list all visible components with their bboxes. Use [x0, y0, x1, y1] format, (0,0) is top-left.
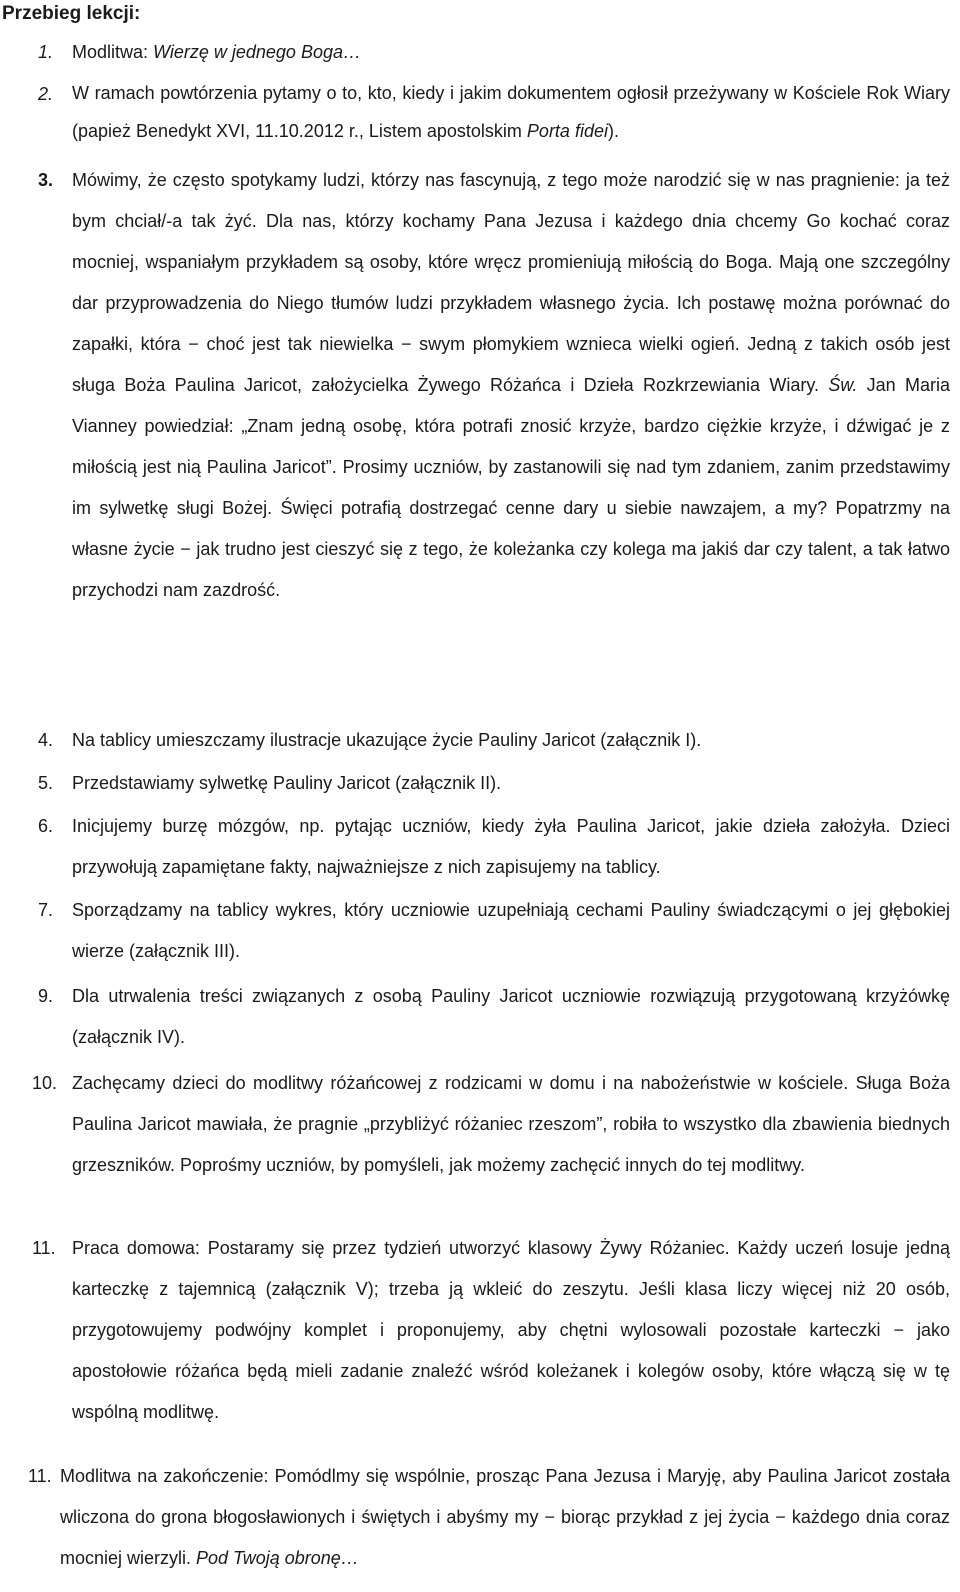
- list-item-text: Mówimy, że często spotykamy ludzi, którzy nas fascynują, z tego może narodzić się w nas pragnienie: ja też bym chciał/-a tak żyć. Dla nas, którzy kochamy Pana Jezusa i każdego dnia chcemy Go kochać coraz mocniej, wspaniałym przykładem są osoby, które wręcz promieniują miłością do Boga. Mają one szczególny dar przyprowadzenia do Niego tłumów ludzi przykładem własnego życia. Ich postawę można porównać do zapałki, która − choć jest tak niewielka − swym płomykiem wznieca wielki ogień. Jedną z takich osób jest sługa Boża Paulina Jaricot, założycielka Żywego Różańca i Dzieła Rozkrzewiania Wiary. Św. Jan Maria Vianney powiedział: „Znam jedną osobę, która potrafi znosić krzyże, bardzo ciężkie krzyże, i dźwigać je z miłością jest nią Paulina Jaricot”. Prosimy uczniów, by zastanowili się nad tym zdaniem, zanim przedstawimy im sylwetkę sługi Bożej. Święci potrafią dostrzegać cenne dary u siebie nawzajem, a my? Popatrzmy na własne życie − jak trudno jest cieszyć się z tego, że koleżanka czy kolega ma jakiś dar czy talent, a tak łatwo przychodzi nam zazdrość.: [72, 170, 950, 600]
- list-item-text: Modlitwa: Wierzę w jednego Boga…: [72, 42, 361, 62]
- list-number: 9.: [38, 986, 54, 1006]
- list-item-text: Praca domowa: Postaramy się przez tydzień utworzyć klasowy Żywy Różaniec. Każdy uczeń losuje jedną karteczkę z tajemnicą (załącznik V); trzeba ją wkleić do zeszytu. Jeśli klasa liczy więcej niż 20 osób, przygotowujemy podwójny komplet i proponujemy, aby chętni wylosowali pozostałe karteczki − jako apostołowie różańca będą mieli zadanie znaleźć wśród koleżanek i kolegów osoby, które włączą się w tę wspólną modlitwę.: [72, 1238, 950, 1422]
- list-number: 6.: [38, 816, 54, 836]
- list-number: 2.: [38, 84, 54, 104]
- list-number: 1.: [38, 42, 54, 62]
- list-number: 11.: [32, 1238, 56, 1258]
- list-item-text: Sporządzamy na tablicy wykres, który uczniowie uzupełniają cechami Pauliny świadczącymi o jej głębokiej wierze (załącznik III).: [72, 900, 950, 961]
- list-item-text: Zachęcamy dzieci do modlitwy różańcowej z rodzicami w domu i na nabożeństwie w kościele. Sługa Boża Paulina Jaricot mawiała, że pragnie „przybliżyć różaniec rzeszom”, robiła to wszystko dla zbawienia biednych grzeszników. Poprośmy uczniów, by pomyśleli, jak możemy zachęcić innych do tej modlitwy.: [72, 1073, 950, 1175]
- list-number: 7.: [38, 900, 54, 920]
- list-number: 10.: [32, 1073, 58, 1093]
- list-number: 5.: [38, 773, 54, 793]
- list-item-text: Inicjujemy burzę mózgów, np. pytając uczniów, kiedy żyła Paulina Jaricot, jakie dzieła założyła. Dzieci przywołują zapamiętane fakty, najważniejsze z nich zapisujemy na tablicy.: [72, 816, 950, 877]
- list-item-text: Dla utrwalenia treści związanych z osobą Pauliny Jaricot uczniowie rozwiązują przygotowaną krzyżówkę (załącznik IV).: [72, 986, 950, 1047]
- list-number: 11.: [28, 1466, 52, 1486]
- section-heading: Przebieg lekcji:: [2, 3, 141, 24]
- list-item-text: Przedstawiamy sylwetkę Pauliny Jaricot (załącznik II).: [72, 773, 502, 793]
- list-item-text: W ramach powtórzenia pytamy o to, kto, kiedy i jakim dokumentem ogłosił przeżywany w Kościele Rok Wiary (papież Benedykt XVI, 11.10.2012 r., Listem apostolskim Porta fidei).: [72, 83, 950, 141]
- list-number: 4.: [38, 730, 54, 750]
- list-item-text: Modlitwa na zakończenie: Pomódlmy się wspólnie, prosząc Pana Jezusa i Maryję, aby Paulina Jaricot została wliczona do grona błogosławionych i świętych i abyśmy my − biorąc przykład z jej życia − każdego dnia coraz mocniej wierzyli. Pod Twoją obronę…: [60, 1466, 950, 1568]
- list-item-text: Na tablicy umieszczamy ilustracje ukazujące życie Pauliny Jaricot (załącznik I).: [72, 730, 702, 750]
- list-number: 3.: [38, 170, 54, 190]
